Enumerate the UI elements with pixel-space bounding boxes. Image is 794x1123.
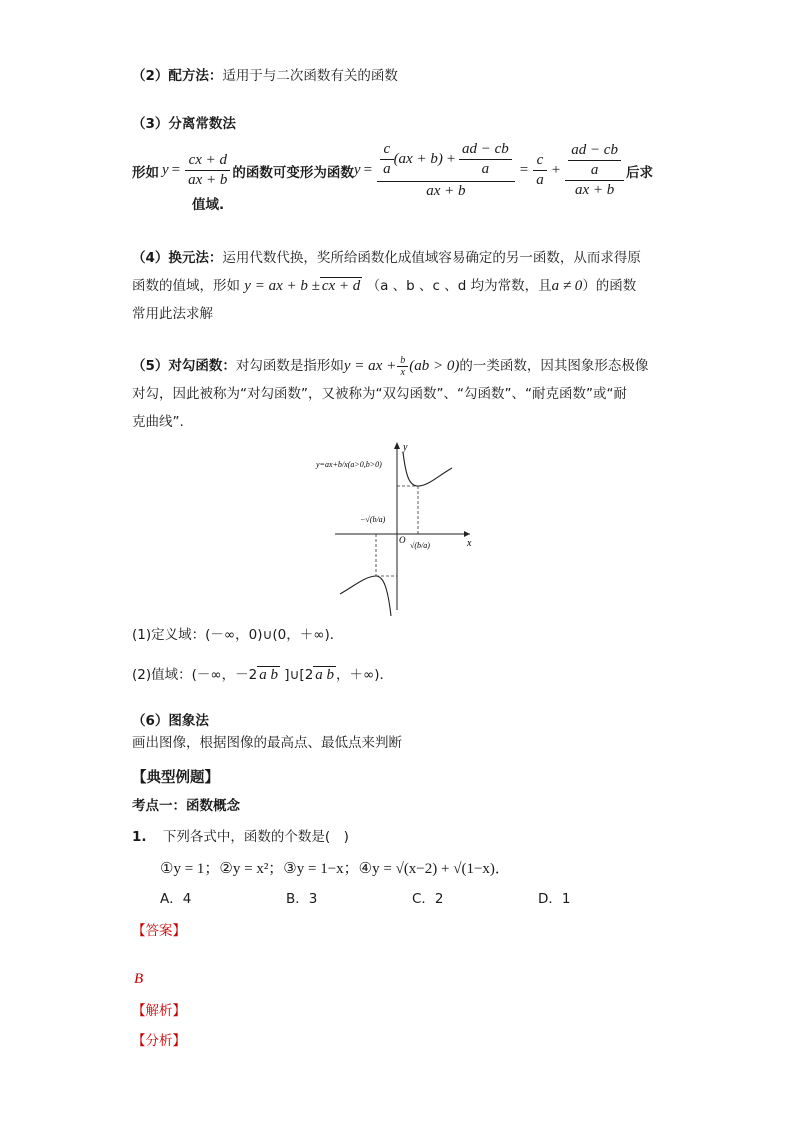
math-eq-2: = [363, 162, 373, 178]
section-3-head: （3）分离常数法 [132, 116, 236, 132]
x-axis-arrow [464, 531, 470, 537]
section-5-line3: 克曲线”. [132, 414, 184, 430]
section-3-prefix: 形如 [132, 164, 159, 181]
section-4-line3: 常用此法求解 [132, 306, 213, 322]
typical-title: 【典型例题】 [132, 770, 219, 786]
analysis-label: 【解析】 [132, 1003, 186, 1019]
question-number: 1. [132, 829, 147, 845]
answer-label: 【答案】 [132, 923, 186, 939]
option-d[interactable]: D．1 [538, 891, 571, 907]
option-c[interactable]: C．2 [412, 891, 444, 907]
fraction-nested: $\frac{\frac{ad - cb}{a}}{ax + b}$ [565, 141, 624, 200]
section-6 [132, 710, 402, 754]
typical-examples [132, 764, 240, 820]
fraction-b-x: $\frac{b}{x}$ [397, 355, 408, 378]
section-4-head: （4）换元法： [132, 250, 223, 266]
math-y-2: y [353, 162, 361, 178]
section-4: （4）换元法：运用代数代换，奖所给函数化成值域容易确定的另一函数，从而求得原 函数的值域，形如 y = ax + b ± cx + d （a 、b 、c 、d 均为常数，且a ≠ 0）的函数 常用此法求解 [132, 244, 641, 328]
section-5-head: （5）对勾函数： [132, 358, 236, 374]
section-3-suffix: 后求 [625, 164, 653, 181]
analysis-sub: 【分析】 [132, 1033, 186, 1049]
math-eq-3: = [519, 162, 529, 178]
math-plus: + [551, 162, 561, 178]
y-axis-label: y [403, 442, 408, 453]
y-axis-arrow [394, 442, 400, 449]
curve-negative-branch [340, 576, 391, 616]
option-a[interactable]: A．4 [160, 891, 192, 907]
option-b[interactable]: B．3 [286, 891, 318, 907]
section-6-text: 画出图像，根据图像的最高点、最低点来判断 [132, 735, 402, 751]
answer-value: B [134, 971, 144, 987]
substitution-expr: y = ax + b ± [244, 278, 320, 294]
section-2-head: （2）配方法： [132, 68, 223, 84]
math-eq: = [171, 162, 181, 178]
function-label: y=ax+b/x(a>0,b>0) [316, 460, 382, 469]
fraction-cx-d: $\frac{cx + d}{ax + b}$ [185, 151, 230, 190]
section-5-line2: 对勾，因此被称为“对勾函数”，又被称为“双勾函数”、“勾函数”、“耐克函数”或“耐 [132, 386, 627, 402]
range-line: (2)值域：(－∞，－2 a b ]∪[2 a b ，＋∞)． [132, 667, 394, 683]
neg-root-label: −√(b/a) [360, 515, 386, 524]
section-6-head: （6）图象法 [132, 713, 209, 729]
big-fraction: $\frac{c}{a}$ (ax + b) + $\frac{ad - cb}{a}$ ax + b [377, 140, 515, 201]
radical-ab-2: a b [315, 667, 335, 683]
section-3-tail: 值域. [192, 197, 225, 213]
origin-label: O [399, 535, 406, 545]
curve-positive-branch [403, 452, 452, 486]
section-3-mid: 的函数可变形为函数 [232, 164, 354, 181]
section-2-text: 适用于与二次函数有关的函数 [222, 68, 398, 84]
typical-point: 考点一：函数概念 [132, 798, 240, 814]
question-items: ①y = 1；②y = x²；③y = 1−x；④y = √(x−2) + √(1−x)． [160, 861, 510, 877]
radical-cx-d: cx + d [321, 278, 361, 294]
domain-line: (1)定义域：(－∞，0)∪(0，＋∞)． [132, 627, 344, 643]
radical-ab-1: a b [259, 667, 278, 683]
section-5: （5）对勾函数： 对勾函数是指形如 y = ax + $\frac{b}{x}$ (ab > 0) 的一类函数，因其图象形态极像 对勾，因此被称为“对勾函数”，又被称为“双勾函数”、“勾函数”、“耐克函数”或“耐 克曲线”. [132, 352, 648, 436]
section-4-line1: 运用代数代换，奖所给函数化成值域容易确定的另一函数，从而求得原 [222, 250, 641, 266]
section-2 [132, 63, 398, 89]
question-text: 下列各式中，函数的个数是( ) [162, 829, 349, 845]
x-axis-label: x [467, 538, 472, 549]
pos-root-label: √(b/a) [410, 541, 430, 550]
fraction-c-a: $\frac{c}{a}$ [533, 151, 547, 190]
check-function-graph [310, 438, 490, 618]
math-y: y [162, 162, 169, 178]
question-1 [132, 824, 349, 850]
